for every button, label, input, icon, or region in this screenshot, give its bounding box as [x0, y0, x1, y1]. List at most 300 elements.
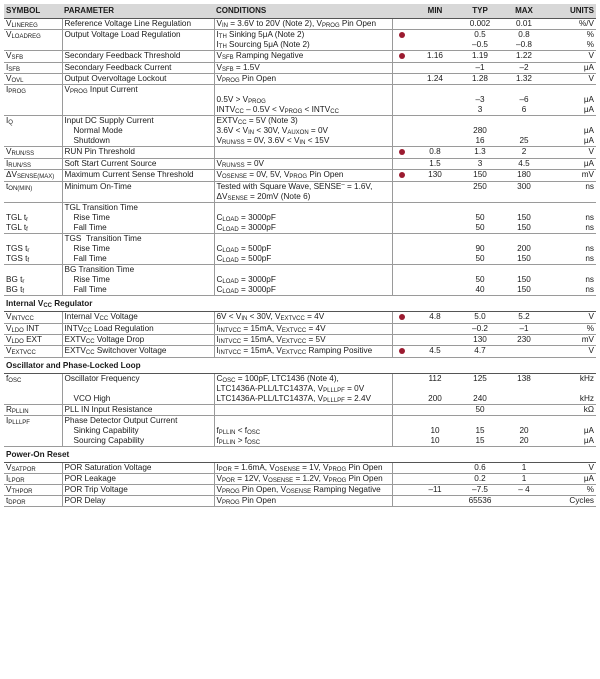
cell-units-line: ns — [585, 212, 594, 222]
cell-units-line — [548, 384, 594, 394]
cell-symbol — [4, 84, 62, 115]
cell-symbol — [4, 73, 62, 84]
cell-conditions — [214, 415, 392, 446]
cell-parameter-line: Rise Time — [73, 212, 110, 222]
cell-conditions-line — [217, 416, 390, 426]
header-typ: TYP — [458, 4, 502, 18]
cell-typ-line: 1.19 — [472, 50, 488, 60]
cell-conditions — [214, 484, 392, 495]
header-parameter: PARAMETER — [62, 4, 214, 18]
cell-conditions — [214, 495, 392, 506]
cell-min — [412, 311, 458, 323]
cell-conditions-line: $C_{LOAD} = 3000pF$ — [216, 222, 276, 233]
cell-typ-line: 4.7 — [474, 345, 486, 355]
cell-units-line: V — [588, 73, 594, 83]
cell-parameter-line: POR Trip Voltage — [64, 484, 128, 494]
cell-dot — [392, 415, 412, 446]
cell-conditions — [214, 181, 392, 202]
cell-typ — [458, 495, 502, 506]
cell-units — [546, 345, 596, 357]
cell-max-line — [504, 496, 544, 506]
cell-typ — [458, 264, 502, 295]
cell-min-line — [414, 116, 456, 126]
cell-units — [546, 495, 596, 506]
cell-units-line: V — [588, 345, 594, 355]
cell-parameter-line: Fall Time — [73, 284, 107, 294]
cell-symbol — [4, 311, 62, 323]
table-header-row — [4, 4, 596, 18]
cell-min-line — [414, 405, 456, 415]
table-row — [4, 334, 596, 345]
cell-min-line: –11 — [428, 484, 442, 494]
cell-parameter — [62, 345, 214, 357]
cell-parameter — [62, 169, 214, 181]
table-row — [4, 345, 596, 357]
cell-min — [412, 158, 458, 169]
cell-units — [546, 462, 596, 473]
cell-units-line — [548, 416, 594, 426]
cell-units — [546, 484, 596, 495]
cell-conditions — [214, 404, 392, 415]
cell-units-line: ns — [585, 222, 594, 232]
cell-typ-line: 16 — [475, 135, 485, 145]
cell-parameter-line: PLL IN Input Resistance — [64, 404, 153, 414]
cell-typ-line: 40 — [475, 284, 485, 294]
cell-dot — [392, 84, 412, 115]
cell-min — [412, 84, 458, 115]
cell-dot — [392, 311, 412, 323]
cell-max — [502, 73, 546, 84]
cell-conditions-line: $V_{POR} = 12V$, $V_{OSENSE} = 1.2V$, $V_{PROG}$ Pin Open — [216, 473, 383, 484]
cell-conditions-line — [217, 85, 390, 95]
cell-max-line: – 4 — [518, 484, 530, 494]
cell-parameter-line: Rise Time — [73, 243, 110, 253]
table-row — [4, 181, 596, 202]
table-row — [4, 73, 596, 84]
cell-typ-line: –7.5 — [472, 484, 488, 494]
cell-parameter — [62, 323, 214, 334]
cell-max-line — [504, 116, 544, 126]
cell-typ — [458, 181, 502, 202]
cell-symbol-line: $V_{INTVCC}$ — [6, 311, 34, 322]
cell-parameter-line: $INTV_{CC}$ Load Regulation — [64, 323, 154, 334]
cell-units-line: μA — [583, 135, 594, 145]
section-heading-row — [4, 295, 596, 311]
cell-units-line: V — [588, 146, 594, 156]
table-row — [4, 264, 596, 295]
cell-symbol — [4, 345, 62, 357]
cell-max — [502, 462, 546, 473]
cell-units-line: μA — [583, 435, 594, 445]
cell-symbol-line: $V_{LINEREG}$ — [6, 18, 38, 29]
cell-typ-line: 5.0 — [474, 311, 486, 321]
cell-units-line — [548, 265, 594, 275]
cell-max-line: 5.2 — [518, 311, 530, 321]
cell-symbol — [4, 334, 62, 345]
cell-min-line — [414, 474, 456, 484]
cell-symbol-line: $V_{SATPOR}$ — [6, 462, 36, 473]
cell-units — [546, 311, 596, 323]
header-dot-column — [392, 4, 412, 18]
cell-typ-line: –1 — [475, 62, 485, 72]
cell-units-line: V — [588, 50, 594, 60]
cell-parameter-line: POR Delay — [64, 495, 106, 505]
cell-min — [412, 18, 458, 29]
cell-min-line — [414, 105, 456, 115]
cell-max — [502, 264, 546, 295]
cell-dot — [392, 169, 412, 181]
header-conditions: CONDITIONS — [214, 4, 392, 18]
cell-max-line — [504, 126, 544, 136]
cell-max — [502, 84, 546, 115]
cell-conditions — [214, 373, 392, 404]
cell-typ-line: 50 — [475, 212, 485, 222]
cell-symbol-line: $I_{SFB}$ — [6, 62, 20, 73]
cell-typ — [458, 158, 502, 169]
cell-symbol — [4, 18, 62, 29]
cell-units — [546, 18, 596, 29]
cell-symbol-line: $V_{THPOR}$ — [6, 484, 33, 495]
cell-symbol-line — [6, 265, 60, 275]
header-min: MIN — [412, 4, 458, 18]
cell-typ — [458, 404, 502, 415]
table-row — [4, 462, 596, 473]
cell-min-line — [414, 30, 456, 40]
bullet-dot-icon — [399, 348, 405, 354]
cell-units — [546, 29, 596, 50]
cell-symbol — [4, 29, 62, 50]
cell-conditions — [214, 158, 392, 169]
cell-symbol-line — [6, 234, 60, 244]
cell-conditions — [214, 29, 392, 50]
cell-min-line: 0.8 — [429, 146, 441, 156]
table-row — [4, 50, 596, 62]
cell-symbol — [4, 169, 62, 181]
cell-min — [412, 373, 458, 404]
cell-units-line — [548, 234, 594, 244]
cell-typ — [458, 18, 502, 29]
cell-units-line: kHz — [579, 393, 594, 403]
cell-dot — [392, 334, 412, 345]
cell-max-line — [504, 346, 544, 356]
cell-min-line — [414, 213, 456, 223]
cell-min — [412, 62, 458, 73]
cell-conditions-line: $EXTV_{CC} = 5V$ (Note 3) — [216, 115, 298, 126]
cell-typ-line — [460, 116, 500, 126]
cell-max — [502, 345, 546, 357]
cell-conditions — [214, 311, 392, 323]
cell-min — [412, 146, 458, 158]
cell-parameter — [62, 115, 214, 146]
cell-typ-line: 250 — [473, 181, 487, 191]
cell-min-line — [414, 416, 456, 426]
cell-conditions-line: $6V < V_{IN} < 30V$, $V_{EXTVCC} = 4V$ — [216, 311, 325, 322]
cell-dot — [392, 18, 412, 29]
cell-conditions — [214, 462, 392, 473]
cell-typ-line: 1.28 — [472, 73, 488, 83]
cell-symbol — [4, 495, 62, 506]
cell-units-line: % — [586, 323, 594, 333]
cell-parameter-line — [65, 384, 212, 394]
cell-max-line: –0.8 — [516, 39, 532, 49]
cell-min-line — [414, 136, 456, 146]
cell-units — [546, 73, 596, 84]
cell-max — [502, 323, 546, 334]
cell-typ-line — [460, 192, 500, 202]
cell-conditions-line: $C_{LOAD} = 3000pF$ — [216, 212, 276, 223]
cell-max — [502, 334, 546, 345]
table-row — [4, 311, 596, 323]
cell-min-line — [414, 463, 456, 473]
table-row — [4, 29, 596, 50]
cell-conditions-line: $I_{INTVCC} = 15mA$, $V_{EXTVCC} = 5V$ — [216, 334, 326, 345]
table-row — [4, 373, 596, 404]
cell-units — [546, 62, 596, 73]
cell-max-line: 1 — [521, 462, 527, 472]
cell-typ — [458, 202, 502, 233]
cell-parameter-line: Output Voltage Load Regulation — [64, 29, 181, 39]
cell-min — [412, 415, 458, 446]
cell-min-line — [414, 203, 456, 213]
cell-parameter-line: Secondary Feedback Threshold — [64, 50, 181, 60]
cell-units — [546, 233, 596, 264]
cell-max — [502, 484, 546, 495]
cell-parameter — [62, 29, 214, 50]
cell-conditions — [214, 146, 392, 158]
cell-parameter — [62, 415, 214, 446]
cell-max-line — [504, 203, 544, 213]
cell-parameter-line: Secondary Feedback Current — [64, 62, 172, 72]
cell-symbol — [4, 373, 62, 404]
cell-max — [502, 115, 546, 146]
cell-typ-line: 15 — [475, 435, 485, 445]
cell-symbol-line: $\Delta V_{SENSE(MAX)}$ — [6, 169, 55, 180]
header-max: MAX — [502, 4, 546, 18]
cell-min-line — [414, 384, 456, 394]
cell-max-line — [504, 192, 544, 202]
cell-dot — [392, 29, 412, 50]
table-row — [4, 202, 596, 233]
cell-dot — [392, 495, 412, 506]
cell-parameter — [62, 462, 214, 473]
cell-max-line: 1 — [521, 473, 527, 483]
cell-max — [502, 50, 546, 62]
cell-symbol-line: TGS $t_f$ — [6, 253, 30, 264]
cell-parameter-line: Input DC Supply Current — [64, 115, 154, 125]
cell-min-line: 10 — [430, 425, 440, 435]
cell-typ-line: 90 — [475, 243, 485, 253]
cell-max — [502, 233, 546, 264]
cell-units-line: %/V — [578, 18, 594, 28]
cell-conditions — [214, 73, 392, 84]
cell-units — [546, 50, 596, 62]
header-units: UNITS — [546, 4, 596, 18]
cell-units-line: V — [588, 311, 594, 321]
cell-dot — [392, 373, 412, 404]
cell-max — [502, 146, 546, 158]
cell-symbol — [4, 264, 62, 295]
cell-symbol-line: $V_{RUN/SS}$ — [6, 146, 35, 157]
cell-units — [546, 473, 596, 484]
cell-symbol-line: BG $t_r$ — [6, 274, 25, 285]
cell-max — [502, 169, 546, 181]
cell-parameter — [62, 146, 214, 158]
cell-symbol — [4, 146, 62, 158]
cell-parameter — [62, 233, 214, 264]
cell-parameter — [62, 473, 214, 484]
cell-min — [412, 484, 458, 495]
cell-min — [412, 73, 458, 84]
cell-typ-line: 3 — [477, 104, 483, 114]
cell-conditions-line — [217, 203, 390, 213]
table-row — [4, 62, 596, 73]
cell-parameter-line: Reference Voltage Line Regulation — [64, 18, 192, 28]
cell-units — [546, 202, 596, 233]
cell-max — [502, 29, 546, 50]
cell-min-line — [414, 335, 456, 345]
cell-min-line: 130 — [428, 169, 442, 179]
cell-typ — [458, 84, 502, 115]
cell-max — [502, 415, 546, 446]
cell-max-line: 300 — [517, 181, 531, 191]
cell-units-line: ns — [585, 181, 594, 191]
cell-conditions-line: $V_{PROG}$ Pin Open — [216, 495, 277, 506]
cell-conditions — [214, 62, 392, 73]
cell-symbol-line: $V_{SFB}$ — [6, 50, 24, 61]
cell-units-line: μA — [583, 104, 594, 114]
cell-typ — [458, 484, 502, 495]
cell-parameter-line: Normal Mode — [73, 125, 123, 135]
cell-units — [546, 373, 596, 404]
cell-max — [502, 473, 546, 484]
cell-conditions — [214, 264, 392, 295]
cell-max-line: 25 — [519, 135, 529, 145]
cell-parameter-line: Maximum Current Sense Threshold — [64, 169, 194, 179]
cell-conditions-line: $V_{IN} = 3.6V$ to 20V (Note 2), $V_{PROG}$ Pin Open — [216, 18, 377, 29]
cell-typ-line: 50 — [475, 274, 485, 284]
cell-min-line: 200 — [428, 393, 442, 403]
cell-dot — [392, 50, 412, 62]
cell-parameter — [62, 50, 214, 62]
cell-typ-line — [460, 384, 500, 394]
cell-symbol — [4, 462, 62, 473]
cell-units-line — [548, 192, 594, 202]
cell-parameter — [62, 264, 214, 295]
cell-max-line: 6 — [521, 104, 527, 114]
cell-min-line — [414, 324, 456, 334]
cell-typ-line: –0.5 — [472, 39, 488, 49]
cell-conditions-line: $I_{INTVCC} = 15mA$, $V_{EXTVCC}$ Ramping Positive — [216, 345, 373, 356]
table-row — [4, 415, 596, 446]
cell-conditions-line: $V_{RUN/SS} = 0V$ — [216, 158, 264, 169]
cell-dot — [392, 484, 412, 495]
cell-parameter — [62, 73, 214, 84]
cell-min-line — [414, 234, 456, 244]
table-row — [4, 404, 596, 415]
table-row — [4, 115, 596, 146]
cell-min — [412, 473, 458, 484]
cell-parameter — [62, 202, 214, 233]
cell-min — [412, 495, 458, 506]
cell-symbol-line: $R_{PLLIN}$ — [6, 404, 29, 415]
cell-max-line: 150 — [517, 212, 531, 222]
cell-conditions — [214, 115, 392, 146]
cell-symbol — [4, 62, 62, 73]
cell-max-line: –6 — [519, 94, 529, 104]
cell-units-line: % — [586, 29, 594, 39]
cell-typ — [458, 233, 502, 264]
cell-min-line: 1.24 — [427, 73, 443, 83]
section-heading-row — [4, 357, 596, 373]
table-row — [4, 158, 596, 169]
cell-typ — [458, 462, 502, 473]
cell-parameter — [62, 158, 214, 169]
cell-units-line — [548, 203, 594, 213]
cell-parameter-line: Shutdown — [73, 135, 110, 145]
cell-max-line — [504, 394, 544, 404]
cell-conditions-line: $INTV_{CC} - 0.5V < V_{PROG}$ < $INTV_{CC}$ — [216, 104, 339, 115]
cell-conditions-line — [217, 405, 390, 415]
cell-max-line: 150 — [517, 274, 531, 284]
cell-parameter-line: TGL Transition Time — [64, 202, 138, 212]
cell-symbol-line: $V_{LDO}$ INT — [6, 323, 40, 334]
cell-conditions-line: $3.6V < V_{IN} < 30V$, $V_{AUXON} = 0V$ — [216, 125, 329, 136]
cell-parameter-line: POR Saturation Voltage — [64, 462, 152, 472]
table-body — [4, 18, 596, 506]
cell-conditions-line: $V_{SFB}$ Ramping Negative — [216, 50, 304, 61]
cell-max-line: 150 — [517, 222, 531, 232]
cell-units — [546, 84, 596, 115]
table-row — [4, 484, 596, 495]
cell-dot — [392, 146, 412, 158]
cell-min-line — [414, 85, 456, 95]
cell-min — [412, 345, 458, 357]
cell-conditions — [214, 202, 392, 233]
bullet-dot-icon — [399, 53, 405, 59]
cell-conditions-line — [217, 234, 390, 244]
cell-dot — [392, 202, 412, 233]
cell-max-line — [504, 85, 544, 95]
cell-min-line — [414, 275, 456, 285]
table-row — [4, 84, 596, 115]
cell-typ — [458, 62, 502, 73]
cell-max-line: 150 — [517, 284, 531, 294]
cell-symbol-line: $V_{EXTVCC}$ — [6, 345, 36, 356]
cell-symbol-line — [6, 203, 60, 213]
table-row — [4, 233, 596, 264]
cell-units-line: ns — [585, 243, 594, 253]
cell-typ-line: –0.2 — [472, 323, 488, 333]
cell-typ — [458, 29, 502, 50]
cell-units-line: μA — [583, 473, 594, 483]
cell-conditions — [214, 84, 392, 115]
cell-typ — [458, 373, 502, 404]
cell-symbol — [4, 233, 62, 264]
cell-units — [546, 158, 596, 169]
cell-conditions-line: $I_{INTVCC} = 15mA$, $V_{EXTVCC} = 4V$ — [216, 323, 326, 334]
cell-conditions — [214, 233, 392, 264]
cell-typ-line: 50 — [475, 253, 485, 263]
cell-min-line: 4.8 — [429, 311, 441, 321]
cell-conditions — [214, 473, 392, 484]
cell-typ-line: 125 — [473, 373, 487, 383]
table-row — [4, 146, 596, 158]
cell-min-line — [414, 192, 456, 202]
cell-units — [546, 115, 596, 146]
cell-max-line: –1 — [519, 323, 529, 333]
bullet-dot-icon — [399, 172, 405, 178]
header-symbol: SYMBOL — [4, 4, 62, 18]
